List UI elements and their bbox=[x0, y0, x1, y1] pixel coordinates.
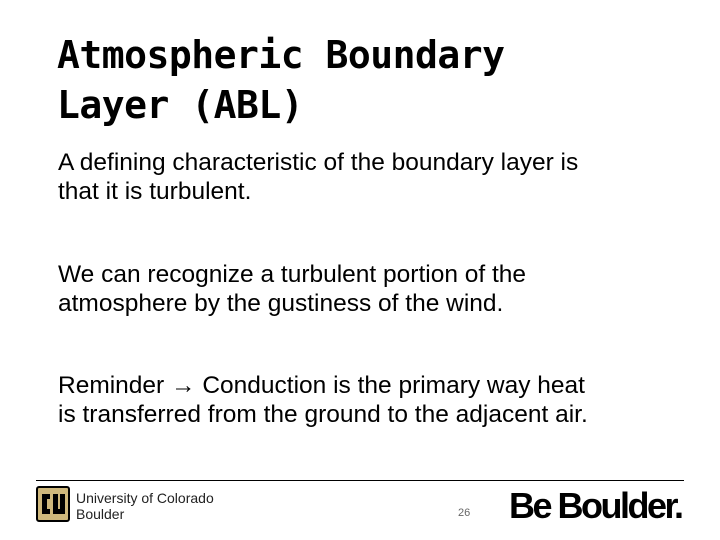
paragraph-line: atmosphere by the gustiness of the wind. bbox=[58, 290, 504, 317]
paragraph-gustiness bbox=[58, 260, 698, 318]
university-name-line-2: Boulder bbox=[76, 506, 125, 522]
slide-title-line-1: Atmospheric Boundary bbox=[57, 33, 505, 77]
slide-title-line-2: Layer (ABL) bbox=[57, 83, 304, 127]
cu-logo-icon bbox=[36, 486, 70, 522]
paragraph-line: is transferred from the ground to the adjacent air. bbox=[58, 401, 588, 428]
page-number: 26 bbox=[458, 507, 471, 519]
paragraph-line: Reminder → Conduction is the primary way heat bbox=[58, 372, 585, 399]
be-boulder-tagline: Be Boulder. bbox=[509, 485, 682, 526]
university-name-line-1: University of Colorado bbox=[76, 490, 214, 506]
paragraph-line: that it is turbulent. bbox=[58, 178, 252, 205]
university-name bbox=[76, 490, 214, 522]
paragraph-line: A defining characteristic of the boundary layer is bbox=[58, 149, 579, 176]
footer-divider bbox=[36, 480, 684, 481]
slide-title bbox=[57, 30, 677, 130]
paragraph-conduction-reminder bbox=[58, 371, 698, 429]
paragraph-turbulence bbox=[58, 148, 698, 206]
paragraph-line: We can recognize a turbulent portion of the bbox=[58, 261, 527, 288]
